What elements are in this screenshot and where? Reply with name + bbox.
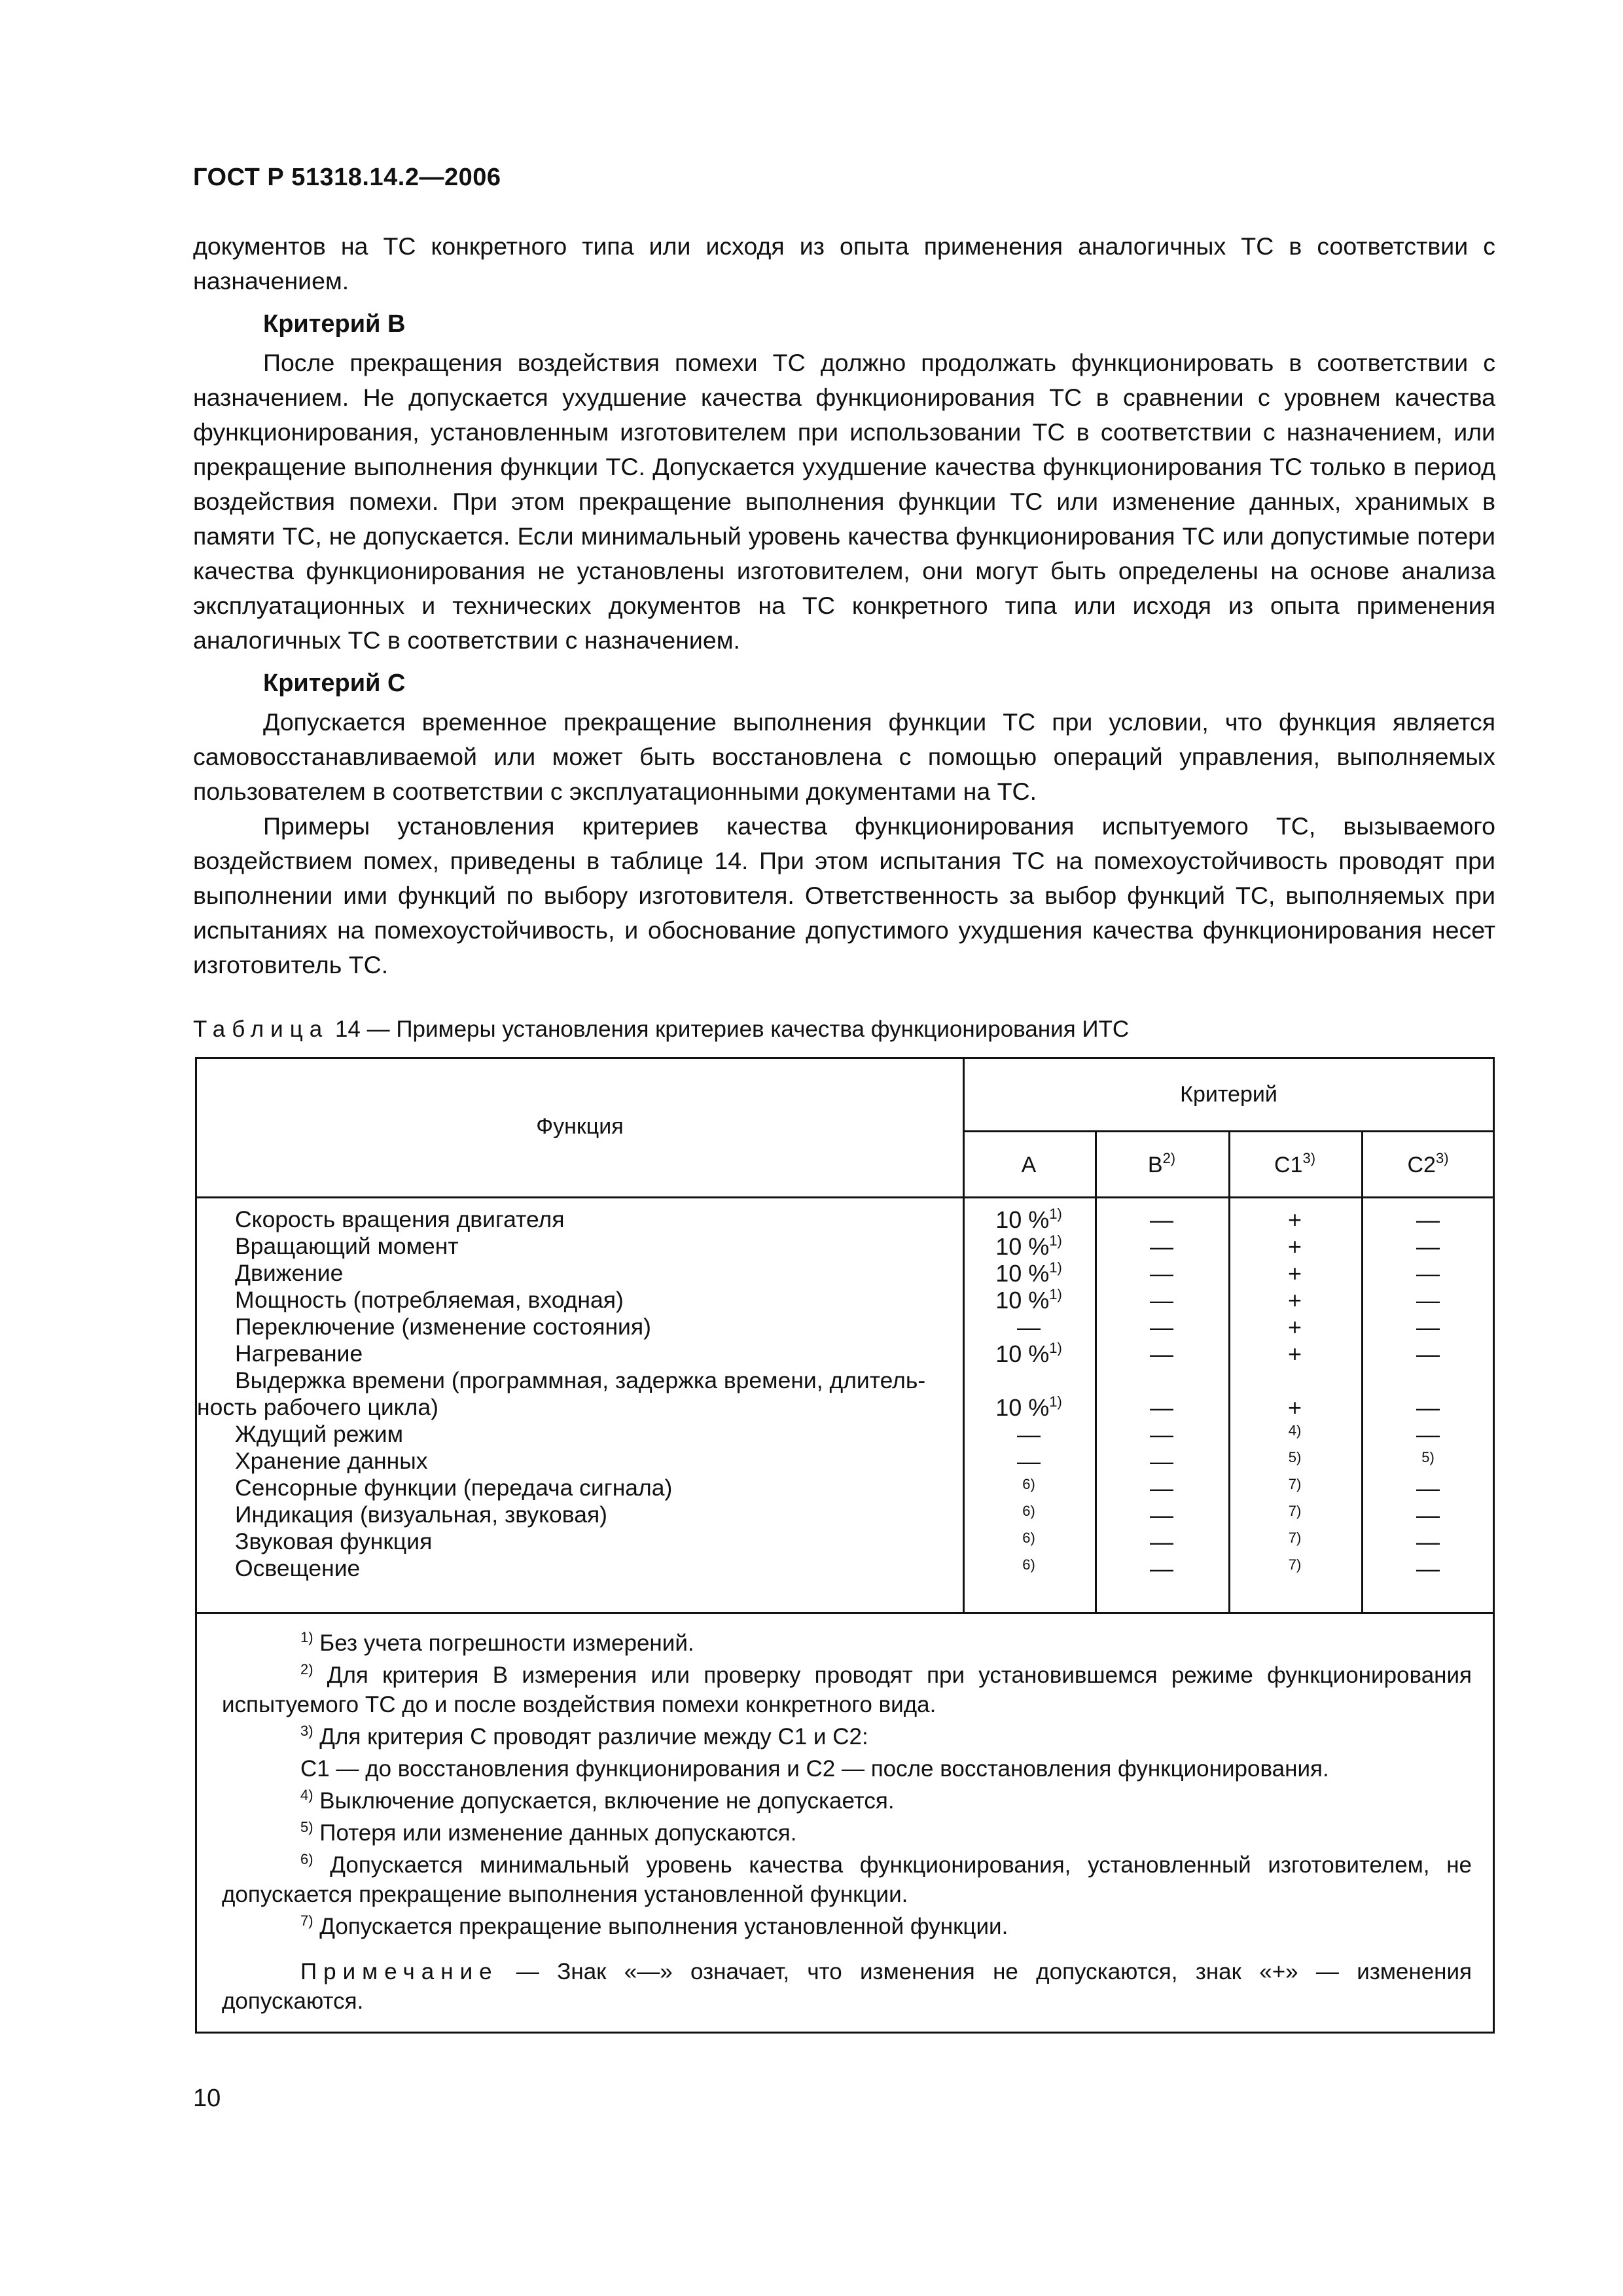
table-caption-prefix: Таблица	[193, 1016, 329, 1042]
cell-c2: —	[1416, 1394, 1440, 1421]
criterion-b-heading: Критерий В	[263, 310, 406, 338]
header-c2: С2$^{3)}$	[1407, 1150, 1449, 1177]
cell-b: —	[1150, 1421, 1173, 1448]
cell-a: 10 %$^{1)}$	[995, 1340, 1062, 1367]
footnote-mark: 1)	[1049, 1206, 1062, 1222]
cell-c2: —	[1416, 1206, 1440, 1233]
cell-a: 10 %$^{1)}$	[995, 1286, 1062, 1314]
body-text	[193, 229, 1495, 982]
cell-c2: —	[1416, 1287, 1440, 1314]
footnote-7: $^{7)}$ Допускается прекращение выполнения установленной функции.	[300, 1912, 1008, 1939]
page-number: 10	[193, 2085, 221, 2112]
footnote-3-continuation: С1 — до восстановления функционирования и С2 — после восстановления функционирования.	[300, 1756, 1329, 1782]
header-function: Функция	[536, 1114, 624, 1139]
cell-c1: 7)	[1288, 1556, 1302, 1573]
paragraph-4: Примеры установления критериев качества функционирования испытуемого ТС, вызываемого воздействием помех, приведены в таблице 14. При этом испытания ТС на помехоустойчивость проводят при выполнении ими функций по выбору изготовителя. Ответственность за выбор функций ТС, выполняемых при испытаниях на помехоустойчивость, и обоснование допустимого ухудшения качества функционирования несет изготовитель ТС.	[193, 812, 1495, 978]
cell-b: —	[1150, 1287, 1173, 1314]
cell-c2: —	[1416, 1528, 1440, 1555]
cell-b: —	[1150, 1314, 1173, 1340]
function-name: Мощность (потребляемая, входная)	[235, 1287, 624, 1313]
cell-c1: 5)	[1288, 1449, 1302, 1465]
cell-c1: +	[1287, 1260, 1302, 1287]
paragraph-1: документов на ТС конкретного типа или исходя из опыта применения аналогичных ТС в соответствии с назначением.	[193, 232, 1495, 295]
cell-a: 10 %$^{1)}$	[995, 1393, 1062, 1421]
document-code: ГОСТ Р 51318.14.2—2006	[193, 164, 501, 191]
cell-c2: —	[1416, 1233, 1440, 1260]
header-b: $В^{2)}$	[1147, 1150, 1176, 1177]
cell-a: 10 %$^{1)}$	[995, 1259, 1062, 1287]
cell-a: —	[1017, 1421, 1041, 1448]
cell-c1: 7)	[1288, 1530, 1302, 1546]
cell-a: 6)	[1022, 1503, 1035, 1519]
function-list	[197, 1206, 926, 1582]
footnote-mark: 1)	[1049, 1340, 1062, 1356]
function-name: Движение	[235, 1260, 344, 1286]
footnote-4: $^{4)}$ Выключение допускается, включение не допускается.	[300, 1787, 895, 1814]
cell-c1: +	[1287, 1340, 1302, 1367]
footnote-mark: 1)	[1049, 1286, 1062, 1302]
cell-b: —	[1150, 1260, 1173, 1287]
cell-c2: —	[1416, 1475, 1440, 1501]
cell-b: —	[1150, 1206, 1173, 1233]
cell-c2: —	[1416, 1555, 1440, 1582]
cell-a: 6)	[1022, 1476, 1035, 1492]
function-name: Нагревание	[235, 1340, 363, 1367]
cell-b: —	[1150, 1501, 1173, 1528]
cell-c1: +	[1287, 1314, 1302, 1340]
cell-b: —	[1150, 1555, 1173, 1582]
header-a: А	[1021, 1153, 1037, 1177]
function-name: Звуковая функция	[235, 1528, 433, 1554]
header-bottom-line	[197, 1196, 1495, 1198]
function-name: Переключение (изменение состояния)	[235, 1314, 651, 1340]
cell-a: 10 %$^{1)}$	[995, 1206, 1062, 1233]
cell-c2: —	[1416, 1314, 1440, 1340]
footnote-2: $^{2)}$ Для критерия В измерения или проверку проводят при установившемся режиме функционирования испытуемого ТС до и после воздействия помехи конкретного вида.	[222, 1661, 1472, 1717]
function-name: Индикация (визуальная, звуковая)	[235, 1501, 607, 1528]
cell-b: —	[1150, 1528, 1173, 1555]
cell-c2: 5)	[1421, 1449, 1435, 1465]
criteria-table	[195, 1057, 1495, 2034]
footnote-5: $^{5)}$ Потеря или изменение данных допускаются.	[300, 1819, 797, 1846]
function-name: Выдержка времени (программная, задержка времени, длитель-	[235, 1367, 926, 1393]
cell-c1: +	[1287, 1206, 1302, 1233]
cell-c1: +	[1287, 1233, 1302, 1260]
footnote-6: $^{6)}$ Допускается минимальный уровень качества функционирования, установленный изготовителем, не допускается прекращение выполнения установленной функции.	[222, 1851, 1472, 1907]
cell-c1: 7)	[1288, 1503, 1302, 1519]
cell-b: —	[1150, 1475, 1173, 1501]
table-footnotes	[197, 1628, 1493, 2018]
cell-c2: —	[1416, 1421, 1440, 1448]
table-caption	[193, 1016, 1129, 1043]
function-name: Сенсорные функции (передача сигнала)	[235, 1475, 673, 1501]
criterion-c-heading: Критерий С	[263, 670, 406, 697]
footnote-1: $^{1)}$ Без учета погрешности измерений.	[300, 1629, 694, 1656]
footnote-mark: 1)	[1049, 1393, 1062, 1410]
cell-b: —	[1150, 1448, 1173, 1475]
cell-b: —	[1150, 1340, 1173, 1367]
function-name: Хранение данных	[235, 1448, 428, 1474]
cell-c2: —	[1416, 1260, 1440, 1287]
cell-c1: +	[1287, 1287, 1302, 1314]
header-c1: С1$^{3)}$	[1274, 1150, 1316, 1177]
table-caption-text: 14 — Примеры установления критериев качества функционирования ИТС	[329, 1016, 1130, 1042]
cell-a: 6)	[1022, 1556, 1035, 1573]
cell-c1: 7)	[1288, 1476, 1302, 1492]
footnote-3: $^{3)}$ Для критерия С проводят различие между С1 и С2:	[300, 1723, 868, 1749]
table-note: Примечание — Знак «—» означает, что изменения не допускаются, знак «+» — изменения допускаются.	[222, 1959, 1472, 2014]
function-name: Вращающий момент	[235, 1233, 459, 1259]
function-name: Ждущий режим	[235, 1421, 404, 1447]
cell-c1: +	[1287, 1394, 1302, 1421]
function-name: Освещение	[235, 1555, 361, 1581]
cell-b: —	[1150, 1394, 1173, 1421]
cell-a: 6)	[1022, 1530, 1035, 1546]
cell-a: 10 %$^{1)}$	[995, 1232, 1062, 1260]
paragraph-3: Допускается временное прекращение выполнения функции ТС при условии, что функция является самовосстанавливаемой или может быть восстановлена с помощью операций управления, выполняемых пользователем в соответствии с эксплуатационными документами на ТС.	[193, 708, 1495, 805]
cell-b: —	[1150, 1233, 1173, 1260]
cell-a: —	[1017, 1314, 1041, 1340]
footnote-mark: 1)	[1049, 1259, 1062, 1276]
body-bottom-line	[197, 1612, 1495, 1614]
footnote-mark: 1)	[1049, 1232, 1062, 1249]
cell-c2: —	[1416, 1501, 1440, 1528]
cell-c2: —	[1416, 1340, 1440, 1367]
paragraph-2: После прекращения воздействия помехи ТС должно продолжать функционировать в соответствии с назначением. Не допускается ухудшение качества функционирования ТС в сравнении с уровнем качества функционирования, установленным изготовителем при использовании ТС в соответствии с назначением, или прекращение выполнения функции ТС. Допускается ухудшение качества функционирования ТС только в период воздействия помехи. При этом прекращение выполнения функции ТС или изменение данных, хранимых в памяти ТС, не допускается. Если минимальный уровень качества функционирования ТС или допустимые потери качества функционирования не установлены изготовителем, они могут быть определены на основе анализа эксплуатационных и технических документов на ТС конкретного типа или исходя из опыта применения аналогичных ТС в соответствии с назначением.	[193, 349, 1495, 654]
cell-a: —	[1017, 1448, 1041, 1475]
cell-c1: 4)	[1288, 1422, 1302, 1439]
function-name: ность рабочего цикла)	[197, 1394, 438, 1420]
header-criterion: Критерий	[1180, 1082, 1277, 1107]
function-name: Скорость вращения двигателя	[235, 1206, 565, 1232]
